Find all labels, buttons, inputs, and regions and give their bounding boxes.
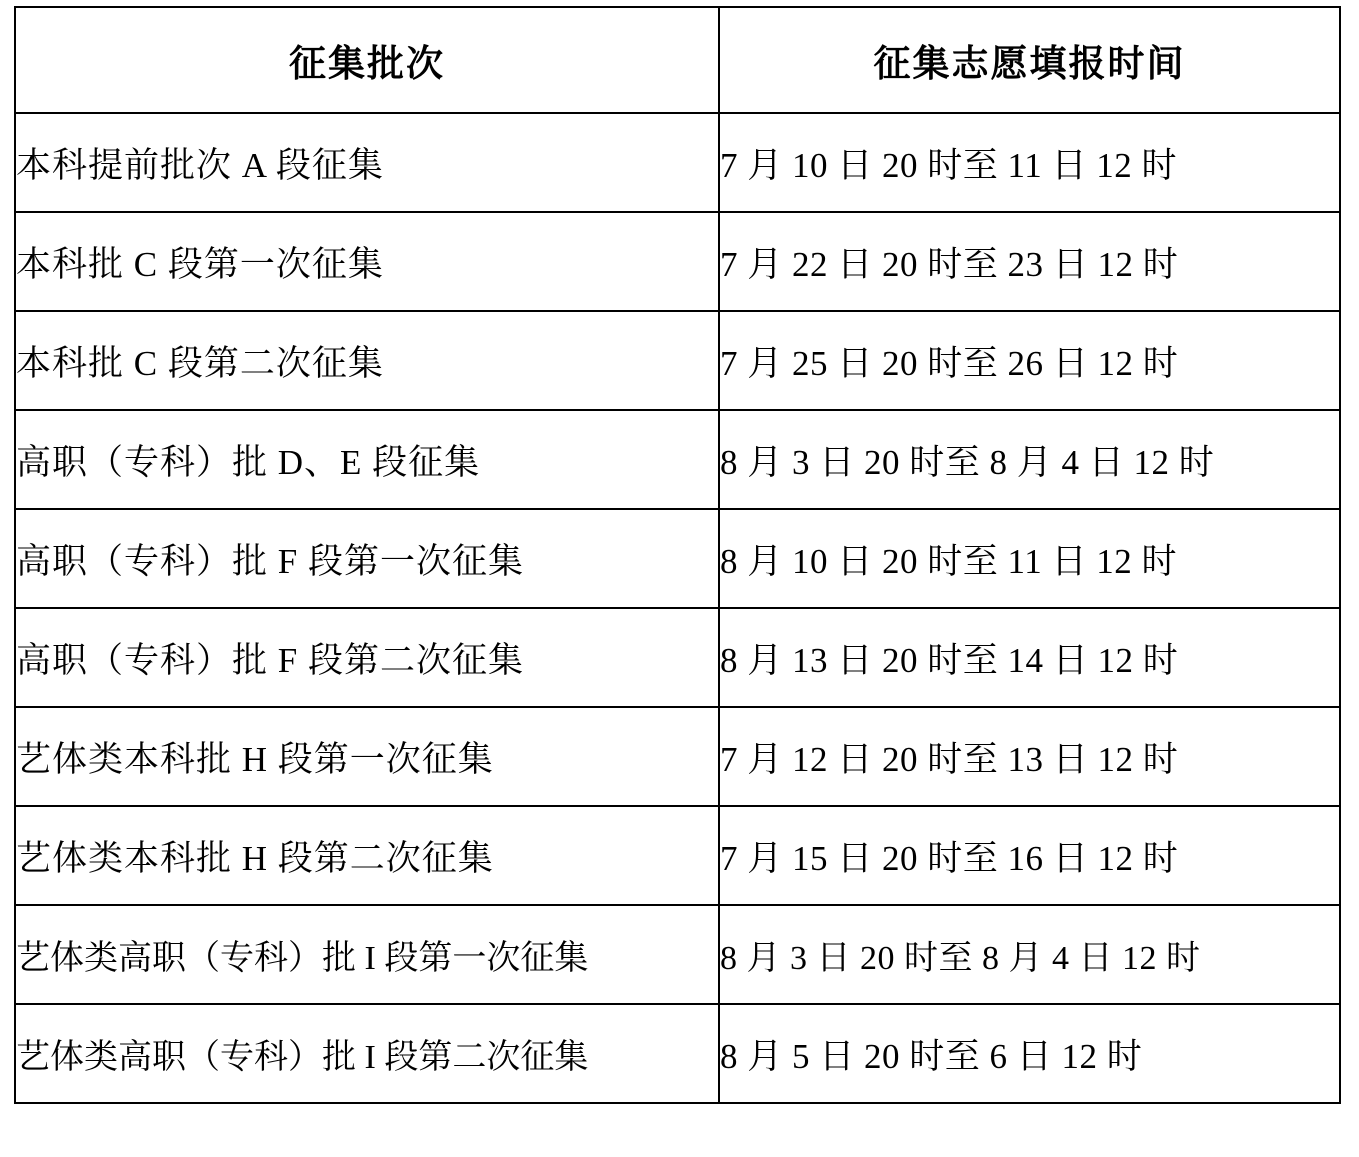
volunteer-collection-schedule-table: [14, 6, 1341, 1104]
cell-time: 8 月 3 日 20 时至 8 月 4 日 12 时: [719, 905, 1340, 1004]
cell-time: 7 月 22 日 20 时至 23 日 12 时: [719, 212, 1340, 311]
table-row: [15, 806, 1340, 905]
table-row: [15, 113, 1340, 212]
column-header-batch: 征集批次: [15, 7, 719, 113]
cell-batch: 艺体类高职（专科）批 I 段第二次征集: [15, 1004, 719, 1103]
cell-batch: 高职（专科）批 F 段第一次征集: [15, 509, 719, 608]
cell-time: 7 月 10 日 20 时至 11 日 12 时: [719, 113, 1340, 212]
column-header-time: 征集志愿填报时间: [719, 7, 1340, 113]
document-page: [0, 6, 1359, 1157]
table-row: [15, 212, 1340, 311]
table-row: [15, 707, 1340, 806]
table-row: [15, 509, 1340, 608]
cell-batch: 本科提前批次 A 段征集: [15, 113, 719, 212]
cell-batch: 艺体类高职（专科）批 I 段第一次征集: [15, 905, 719, 1004]
cell-time: 7 月 15 日 20 时至 16 日 12 时: [719, 806, 1340, 905]
cell-batch: 高职（专科）批 F 段第二次征集: [15, 608, 719, 707]
cell-batch: 艺体类本科批 H 段第一次征集: [15, 707, 719, 806]
cell-time: 7 月 25 日 20 时至 26 日 12 时: [719, 311, 1340, 410]
cell-batch: 本科批 C 段第一次征集: [15, 212, 719, 311]
cell-batch: 艺体类本科批 H 段第二次征集: [15, 806, 719, 905]
cell-time: 8 月 13 日 20 时至 14 日 12 时: [719, 608, 1340, 707]
table-row: [15, 410, 1340, 509]
table-row: [15, 608, 1340, 707]
table-row: [15, 311, 1340, 410]
table-header-row: [15, 7, 1340, 113]
cell-time: 8 月 5 日 20 时至 6 日 12 时: [719, 1004, 1340, 1103]
cell-time: 8 月 10 日 20 时至 11 日 12 时: [719, 509, 1340, 608]
cell-batch: 本科批 C 段第二次征集: [15, 311, 719, 410]
cell-time: 7 月 12 日 20 时至 13 日 12 时: [719, 707, 1340, 806]
table-header: [15, 7, 1340, 113]
table-body: [15, 113, 1340, 1103]
cell-time: 8 月 3 日 20 时至 8 月 4 日 12 时: [719, 410, 1340, 509]
table-row: [15, 905, 1340, 1004]
cell-batch: 高职（专科）批 D、E 段征集: [15, 410, 719, 509]
table-row: [15, 1004, 1340, 1103]
